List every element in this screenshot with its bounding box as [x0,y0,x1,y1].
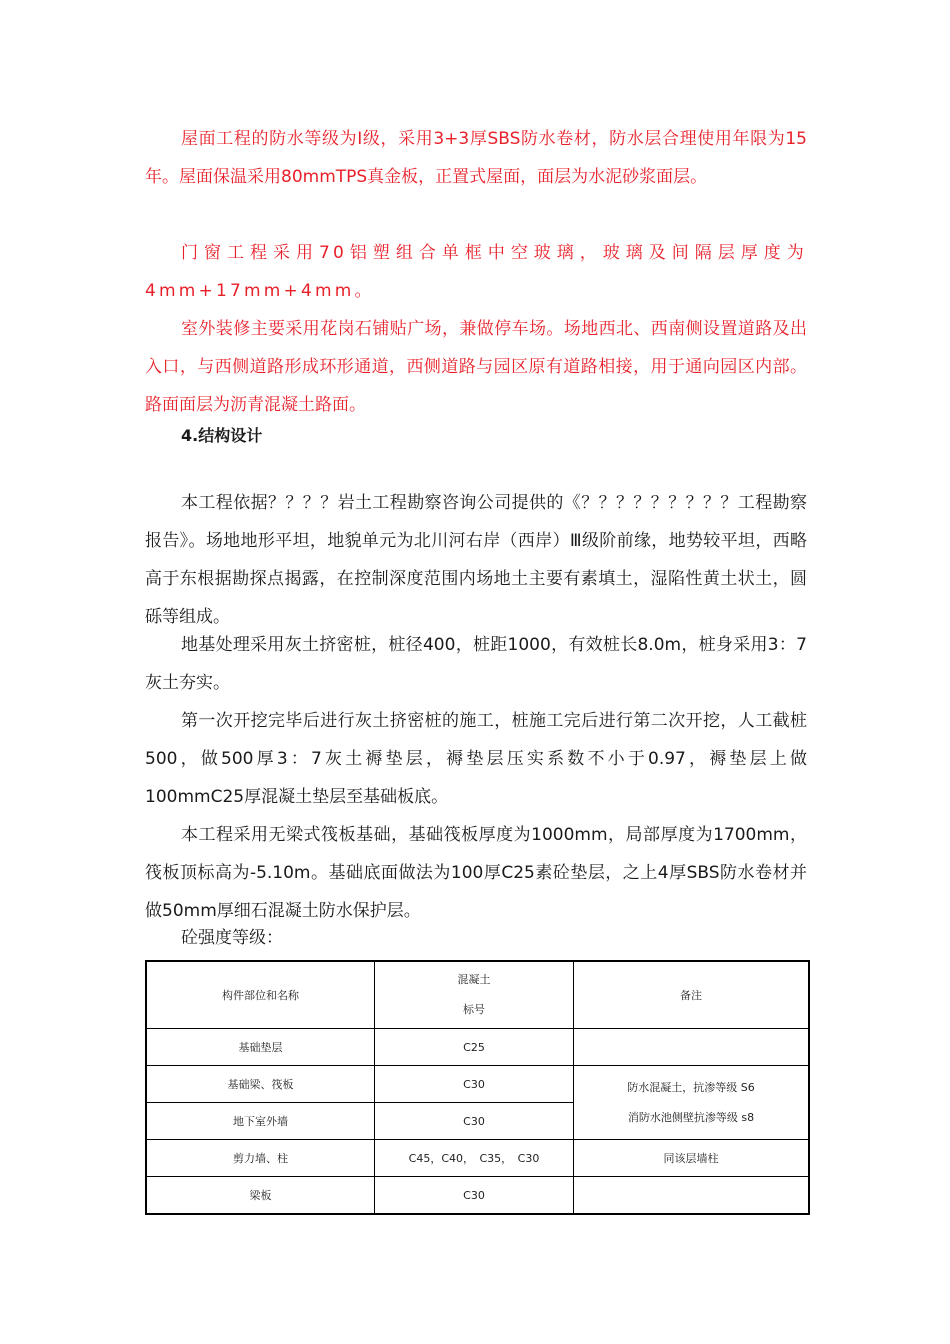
cell-part: 地下室外墙 [146,1103,375,1140]
cell-note [574,1029,810,1066]
cell-grade: C30 [375,1103,574,1140]
paragraph-excavation: 第一次开挖完毕后进行灰土挤密桩的施工，桩施工完后进行第二次开挖，人工截桩500，做500厚3：7灰土褥垫层，褥垫层压实系数不小于0.97，褥垫层上做100mmC25厚混凝土垫层至基础板底。 [145,711,807,807]
cell-grade: C45，C40， C35， C30 [375,1140,574,1177]
cell-part: 基础梁、筏板 [146,1066,375,1103]
paragraph-geology: 本工程依据？？？？岩土工程勘察咨询公司提供的《？？？？？？？？？工程勘察报告》。场地地形平坦，地貌单元为北川河右岸（西岸）Ⅲ级阶前缘，地势较平坦，西略高于东根据勘探点揭露，在控制深度范围内场地土主要有素填土，湿陷性黄土状土，圆砾等组成。 [145,493,807,627]
paragraph-roof: 屋面工程的防水等级为Ⅰ级，采用3+3厚SBS防水卷材，防水层合理使用年限为15年。屋面保温采用80mmTPS真金板，正置式屋面，面层为水泥砂浆面层。 [145,129,807,187]
cell-note-merged: 防水混凝土，抗渗等级 S6 消防水池侧壁抗渗等级 s8 [574,1066,810,1140]
paragraph-foundation-treatment: 地基处理采用灰土挤密桩，桩径400，桩距1000，有效桩长8.0m，桩身采用3：7灰土夯实。 [145,635,807,693]
paragraph-raft-foundation: 本工程采用无梁式筏板基础，基础筏板厚度为1000mm，局部厚度为1700mm，筏板顶标高为-5.10m。基础底面做法为100厚C25素砼垫层，之上4厚SBS防水卷材并做50mm厚细石混凝土防水保护层。 [145,825,807,921]
header-note: 备注 [574,961,810,1029]
cell-grade: C30 [375,1177,574,1215]
cell-note [574,1177,810,1215]
cell-part: 梁板 [146,1177,375,1215]
table-header-row [146,961,809,1029]
cell-note: 同该层墙柱 [574,1140,810,1177]
section-heading: 4.结构设计 [181,426,263,445]
table-row [146,1029,809,1066]
table-row [146,1177,809,1215]
header-grade: 混凝土 标号 [375,961,574,1029]
paragraph-doors-windows: 门窗工程采用70铝塑组合单框中空玻璃，玻璃及间隔层厚度为4mm+17mm+4mm。 [145,243,807,301]
table-label: 砼强度等级： [181,928,283,948]
paragraph-exterior: 室外装修主要采用花岗石铺贴广场，兼做停车场。场地西北、西南侧设置道路及出入口，与西侧道路形成环形通道，西侧道路与园区原有道路相接，用于通向园区内部。路面面层为沥青混凝土路面。 [145,319,807,415]
cell-grade: C25 [375,1029,574,1066]
concrete-grade-table [145,960,810,1215]
table-row [146,1140,809,1177]
cell-part: 剪力墙、柱 [146,1140,375,1177]
header-part: 构件部位和名称 [146,961,375,1029]
table-row [146,1066,809,1103]
cell-grade: C30 [375,1066,574,1103]
cell-part: 基础垫层 [146,1029,375,1066]
